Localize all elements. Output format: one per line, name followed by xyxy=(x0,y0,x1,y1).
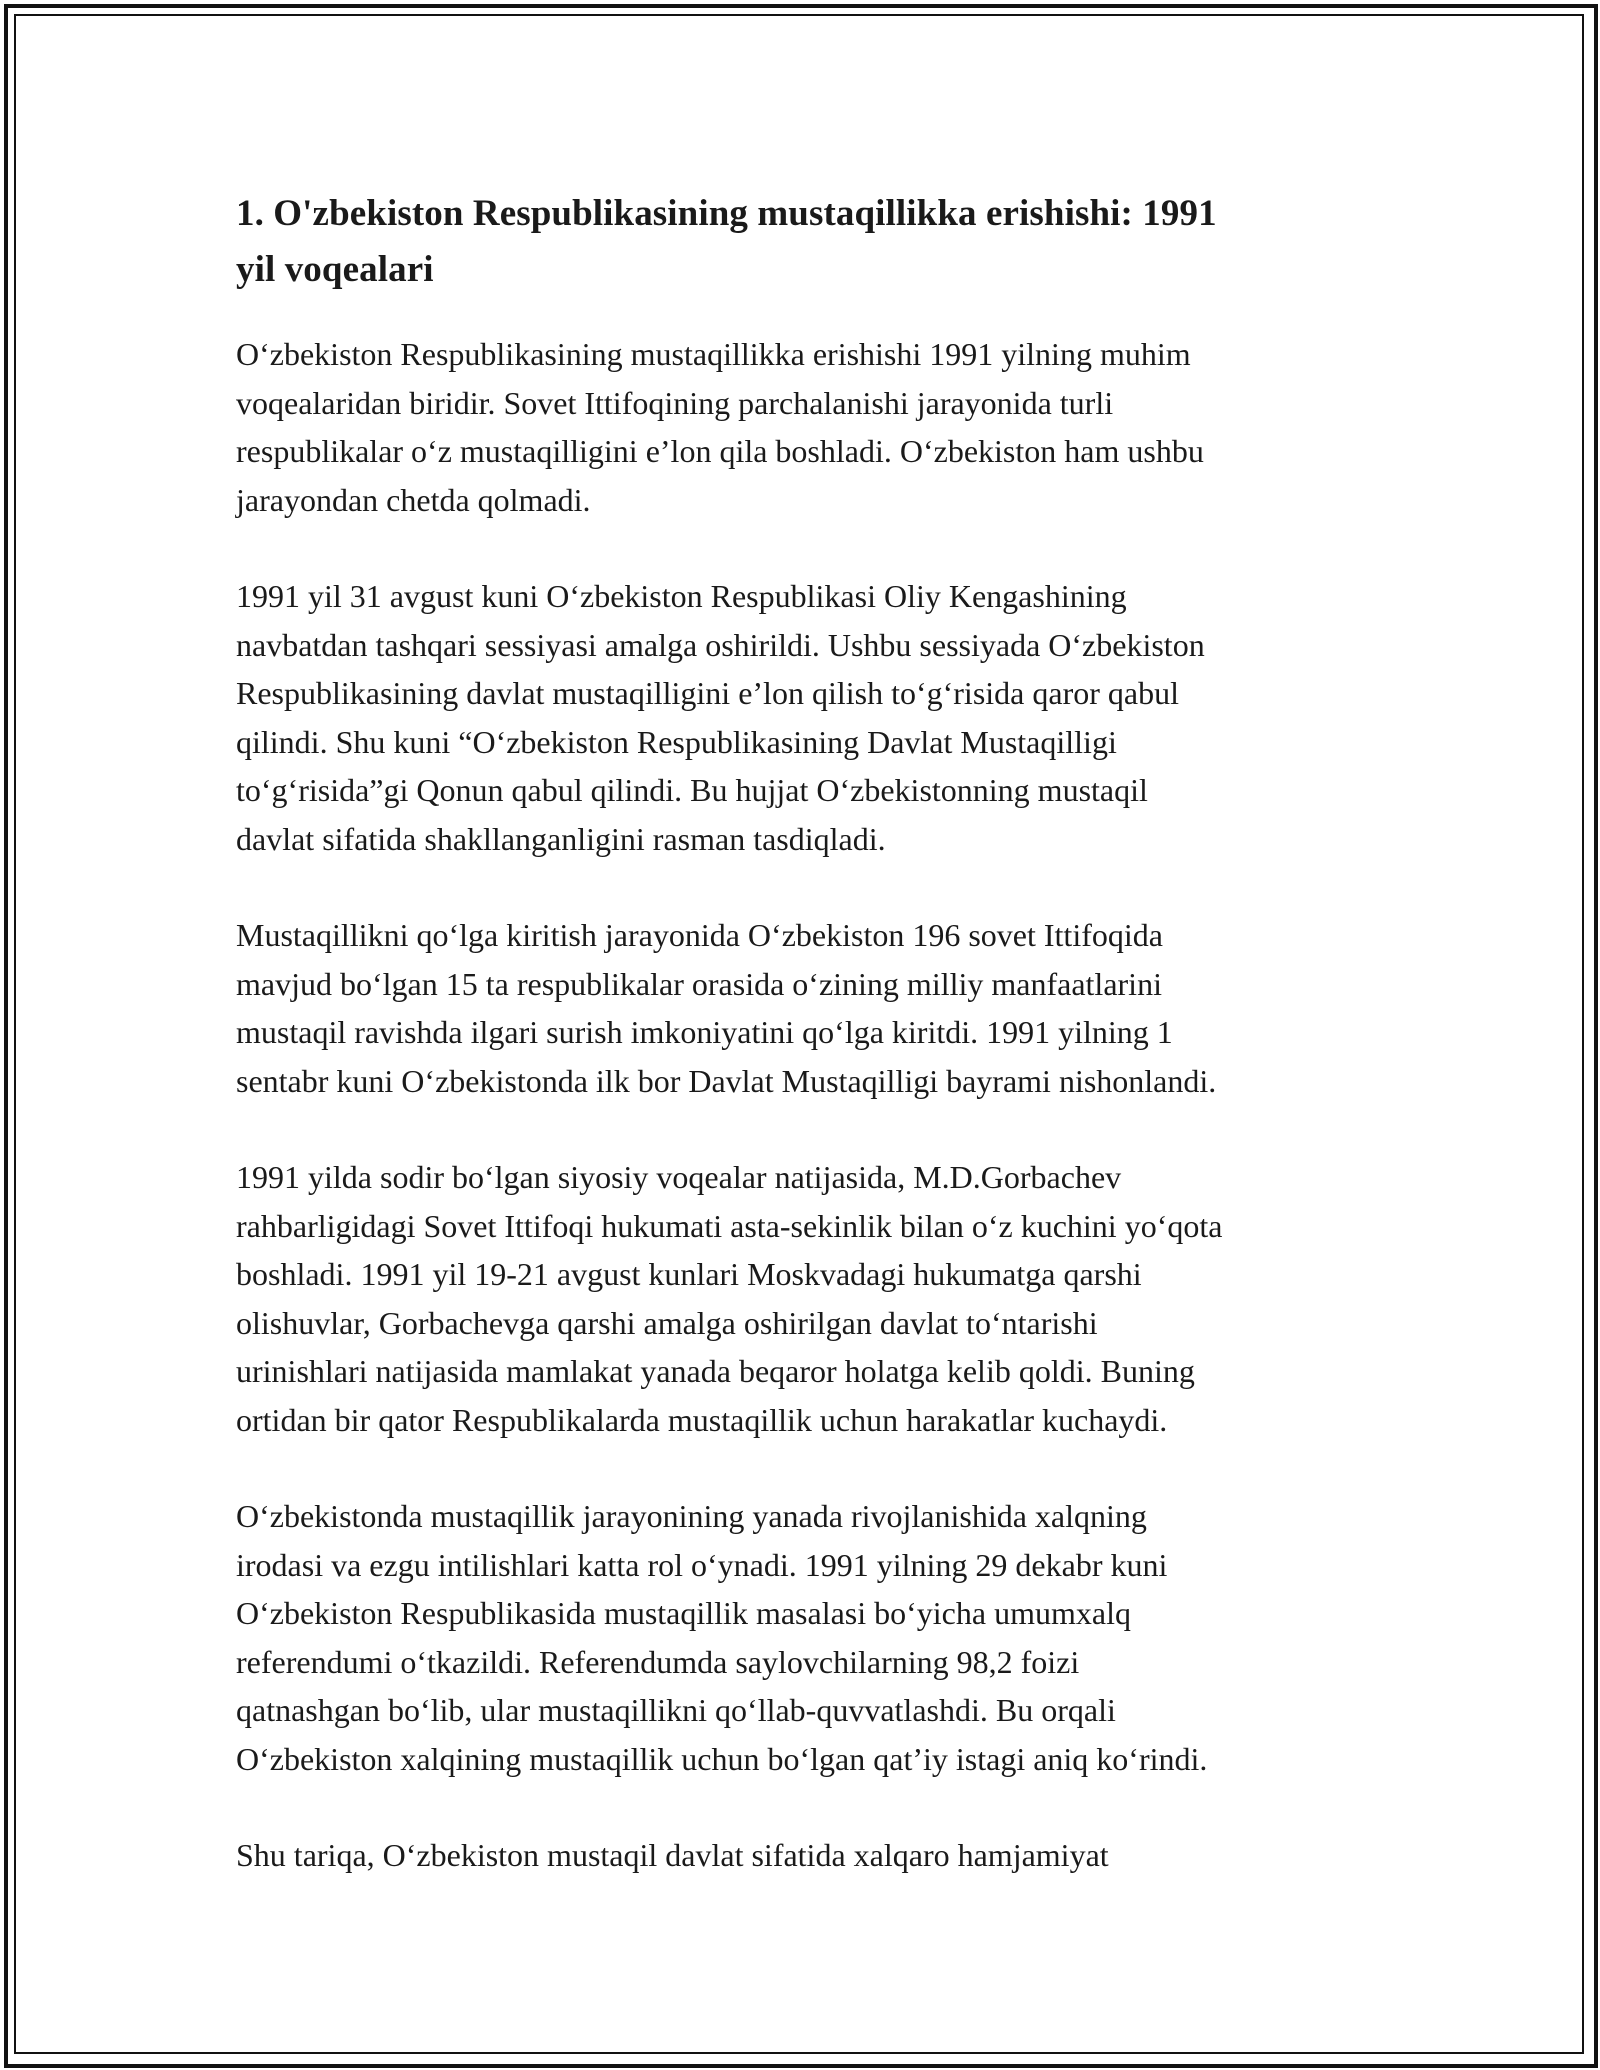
document-body xyxy=(236,186,1366,1928)
paragraph-6: Shu tariqa, O‘zbekiston mustaqil davlat sifatida xalqaro hamjamiyat xyxy=(236,1837,1109,1873)
paragraph-1: O‘zbekiston Respublikasining mustaqillikka erishishi 1991 yilning muhim voqealaridan biridir. Sovet Ittifoqining parchalanishi jarayonida turli respublikalar o‘z mustaqilligini e’lon qila boshladi. O‘zbekiston ham ushbu jarayondan chetda qolmadi. xyxy=(236,336,1204,518)
paragraph-2: 1991 yil 31 avgust kuni O‘zbekiston Respublikasi Oliy Kengashining navbatdan tashqari sessiyasi amalga oshirildi. Ushbu sessiyada O‘zbekiston Respublikasining davlat mustaqilligini e’lon qilish to‘g‘risida qaror qabul qilindi. Shu kuni “O‘zbekiston Respublikasining Davlat Mustaqilligi to‘g‘risida”gi Qonun qabul qilindi. Bu hujjat O‘zbekistonning mustaqil davlat sifatida shakllanganligini rasman tasdiqladi. xyxy=(236,578,1205,857)
paragraph-4: 1991 yilda sodir bo‘lgan siyosiy voqealar natijasida, M.D.Gorbachev rahbarligidagi Sovet Ittifoqi hukumati asta-sekinlik bilan o‘z kuchini yo‘qota boshladi. 1991 yil 19-21 avgust kunlari Moskvadagi hukumatga qarshi olishuvlar, Gorbachevga qarshi amalga oshirilgan davlat to‘ntarishi urinishlari natijasida mamlakat yanada beqaror holatga kelib qoldi. Buning ortidan bir qator Respublikalarda mustaqillik uchun harakatlar kuchaydi. xyxy=(236,1159,1223,1438)
paragraph-3: Mustaqillikni qo‘lga kiritish jarayonida O‘zbekiston 196 sovet Ittifoqida mavjud bo‘lgan 15 ta respublikalar orasida o‘zining milliy manfaatlarini mustaqil ravishda ilgari surish imkoniyatini qo‘lga kiritdi. 1991 yilning 1 sentabr kuni O‘zbekistonda ilk bor Davlat Mustaqilligi bayrami nishonlandi. xyxy=(236,917,1217,1099)
document-heading: 1. O'zbekiston Respublikasining mustaqillikka erishishi: 1991 yil voqealari xyxy=(236,193,1217,290)
paragraph-5: O‘zbekistonda mustaqillik jarayonining yanada rivojlanishida xalqning irodasi va ezgu intilishlari katta rol o‘ynadi. 1991 yilning 29 dekabr kuni O‘zbekiston Respublikasida mustaqillik masalasi bo‘yicha umumxalq referendumi o‘tkazildi. Referendumda saylovchilarning 98,2 foizi qatnashgan bo‘lib, ular mustaqillikni qo‘llab-quvvatlashdi. Bu orqali O‘zbekiston xalqining mustaqillik uchun bo‘lgan qat’iy istagi aniq ko‘rindi. xyxy=(236,1498,1208,1777)
